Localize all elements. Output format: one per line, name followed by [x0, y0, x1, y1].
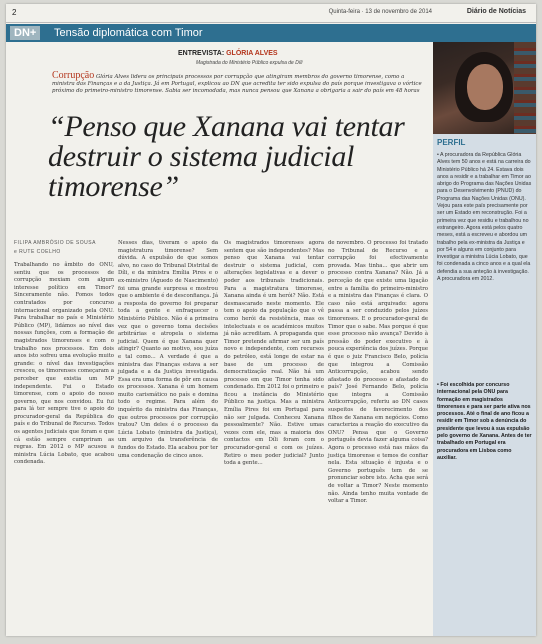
- newspaper-page: [6, 4, 536, 636]
- portrait-photo: [433, 42, 536, 134]
- profile-text-1: • A procuradora da República Glória Alves tem 50 anos e está na carreira do Ministério Público há 24. Estava dois anos a residir e a trabalhar em Timor ao abrigo do Programa das Nações Unidas para o Desenvolvimento (PNUD) do Programa das Nações Unidas (ONU). Vejou para este país precisamente por ser um Estado em reconstrução. Foi a primeira vez que residiu e trabalhou no estrangeiro. Agora está pelos quatro meses, está a escreveu e abordou um trabalho pela ex-ministra da Justiça e por 54 e alguns em conjunto para investigar a ministra Lúcia Lobato, que foi condenada a cinco anos e a qual ela defendia a sua anteção à investigação. A procuradora em 2012.: [437, 152, 532, 283]
- article-column-1: Trabalhando no âmbito do ONU, sentiu que os processos de corrupção mexiam com algum interesse político em Timor? Sinceramente não. Fomos todos contratados por concurso internacional organizado pela ONU. Para trabalhar no país e Ministério Público (MP), lidámos ao nível das nossas funções, com a formação de magistrados timorenses e com o trabalho nos processos. Em dois anos isto sofreu uma evolução muito grande: o nível das investigações cresceu, os timorenses começaram a perceber que existia um MP independente. Fui o Estado timorense, com o apoio do nosso governo, que nos convidou. Eu fui para lá ter sempre tive o apoio do procurador-geral da República do país e do Tribunal de Recurso. Todos os agentes judiciais que foram e que cá estão sempre cumpriram as regras. Em 2012 o MP acusou a ministra Lúcia Lobato, que acabou condenada.: [14, 262, 114, 466]
- interviewee-role: Magistrada do Ministério Público expulsa de Díli: [196, 60, 303, 66]
- profile-title: PERFIL: [437, 138, 466, 147]
- lead-text: Glória Alves lidera os principais processos por corrupção que atingiram membros do governo timorense, como a ministra das Finanças e a da Justiça. Já em Portugal, explicou ao DN que acredita ter sido expulsa do país porque investigava o vórtice próximo do primeiro-ministro timorense. Sabia ser incomodada, mas nunca pensou que Xanana a obrigaria a sair do país em 48 horas: [52, 74, 422, 95]
- article-column-3: Os magistrados timorenses agora sentem que são independentes? Mas penso que Xanana vai tentar destruir o sistema judicial, com alterações legislativas e a dever o poder aos tribunais tradicionais. Para a magistratura timorense, Xanana ainda é um herói? Não. Está desmascarado neste momento. Ele tem o apoio da população que o vê como herói da resistência, mas os intelectuais e os académicos muitos já não acreditam. A propaganda que Timor pretende afirmar ser um país novo e independente, com recursos do petróleo, está longe de estar na base de um processo de democratização real. Não há um processo em que Timor tenha sido condenado. Em 2012 foi o primeiro e ficou a instância do Ministério Público na justiça. Mas a ministra Emília Pires foi em Portugal para não ser julgada. Conheceu Xanana pessoalmente? Não. Estive umas vezes com ele, mas a maioria dos contactos em Díli foram com o procurador-geral e com os juízes. Retiro o meu poder judicial? Junto toda a gente...: [224, 240, 324, 467]
- page-number: 2: [12, 8, 17, 17]
- headline: “Penso que Xanana vai tentar destruir o sistema judicial timorense”: [48, 110, 405, 203]
- newspaper-name: Diário de Notícias: [466, 8, 526, 15]
- interview-tag: ENTREVISTA:: [178, 50, 225, 57]
- byline-author-2: e RUTE COELHO: [14, 249, 61, 255]
- section-title: Tensão diplomática com Timor: [54, 27, 203, 39]
- bookshelf-background: [514, 42, 536, 134]
- profile-sidebar: [433, 134, 536, 636]
- lead-paragraph: [52, 72, 422, 96]
- interviewee-name: GLÓRIA ALVES: [226, 50, 278, 57]
- section-badge: DN+: [10, 26, 40, 40]
- lead-kicker: Corrupção: [52, 70, 95, 81]
- profile-text-2: • Foi escolhida por concurso internacional pela ONU para formação em magistrados timorenses e para ser parte ativa nos processos. Até o final de ano ficou a residir em Timor sob a denúncia do presidente que levou à sua expulsão pelo governo de Xanana. Antes de ter trabalhado em Portugal era procuradora em Lisboa como auxiliar.: [437, 382, 532, 461]
- byline-author-1: FILIPA AMBRÓSIO DE SOUSA: [14, 240, 96, 246]
- section-bar: [6, 24, 536, 42]
- portrait-face: [467, 64, 503, 110]
- date-line: Quinta-feira · 13 de novembro de 2014: [328, 9, 432, 15]
- page-header: [6, 4, 536, 23]
- byline: [14, 240, 114, 258]
- article-column-4: de novembro. O processo foi tratado no Tribunal de Recurso e a corrupção foi efectivamente provada. Mas tinha... que abrir um processo contra Xanana? Não. Já a perceção de que existe uma ligação entre a família do primeiro-ministro e a ministra das Finanças é clara. O caso não está arquivado: agora passa a ser conduzido pelos juízes timorenses. E o procurador-geral de Timor que o sabe. Mas porque é que esse processo não avança? Devido à pressão do poder executivo e à pouca experiência dos juízes. Porque é que o juiz Francisco Belo, polícia que integrou a Comissão Anticorrupção, acabou sendo afastado do processo e afastado do país? José Fernando Belo, polícia que integra a Comissão Anticorrupção, referiu ao DN casos suspeitos de favorecimento dos filhos de Xanana em negócios. Como caracteriza a reação do executivo da ONU? Pensa que o Governo português devia fazer alguma coisa? Agora o processo está nas mãos da justiça timorense e temos de confiar nela. Esta situação é injusta e o Governo português tem de se pronunciar sobre isto. Acha que será de voltar a Timor? Neste momento não. Ainda tenho muita vontade de voltar a Timor.: [328, 240, 428, 505]
- interview-label: [178, 50, 303, 66]
- article-column-2: Nesses dias, tiveram o apoio da magistratura timorense? Sem dúvida. A expulsão de que somos alvo, no caso do Tribunal Distrital de Díli, e da ministra Emília Pires e o ex-ministro (Águedo de Nascimento) foi uma grande surpresa e mostrou que o ambiente é de desconfiança. Já a resposta do governo foi preparar toda a gente e enfraquecer o Ministério Público. Não é a primeira vez que o governo toma decisões arbitrárias e atropela o sistema judicial. Quem é que Xanana quer atingir? Quanto ao motivo, sou juíza e tal como... A verdade é que a ministra das Finanças estava a ser julgada e a da Justiça investigada. Essa era uma forma de pôr em causa os processos. Xanana é um homem muito carismático no país e domina todo o regime. Para além do inquérito da ministra das Finanças, que outros processos por corrupção tratou? Um deles é o processo da Lúcia Lobato (ministra da Justiça), um arquivo da transferência de fundos do Estado. Ela acabou por ter uma condenação de cinco anos.: [118, 240, 218, 459]
